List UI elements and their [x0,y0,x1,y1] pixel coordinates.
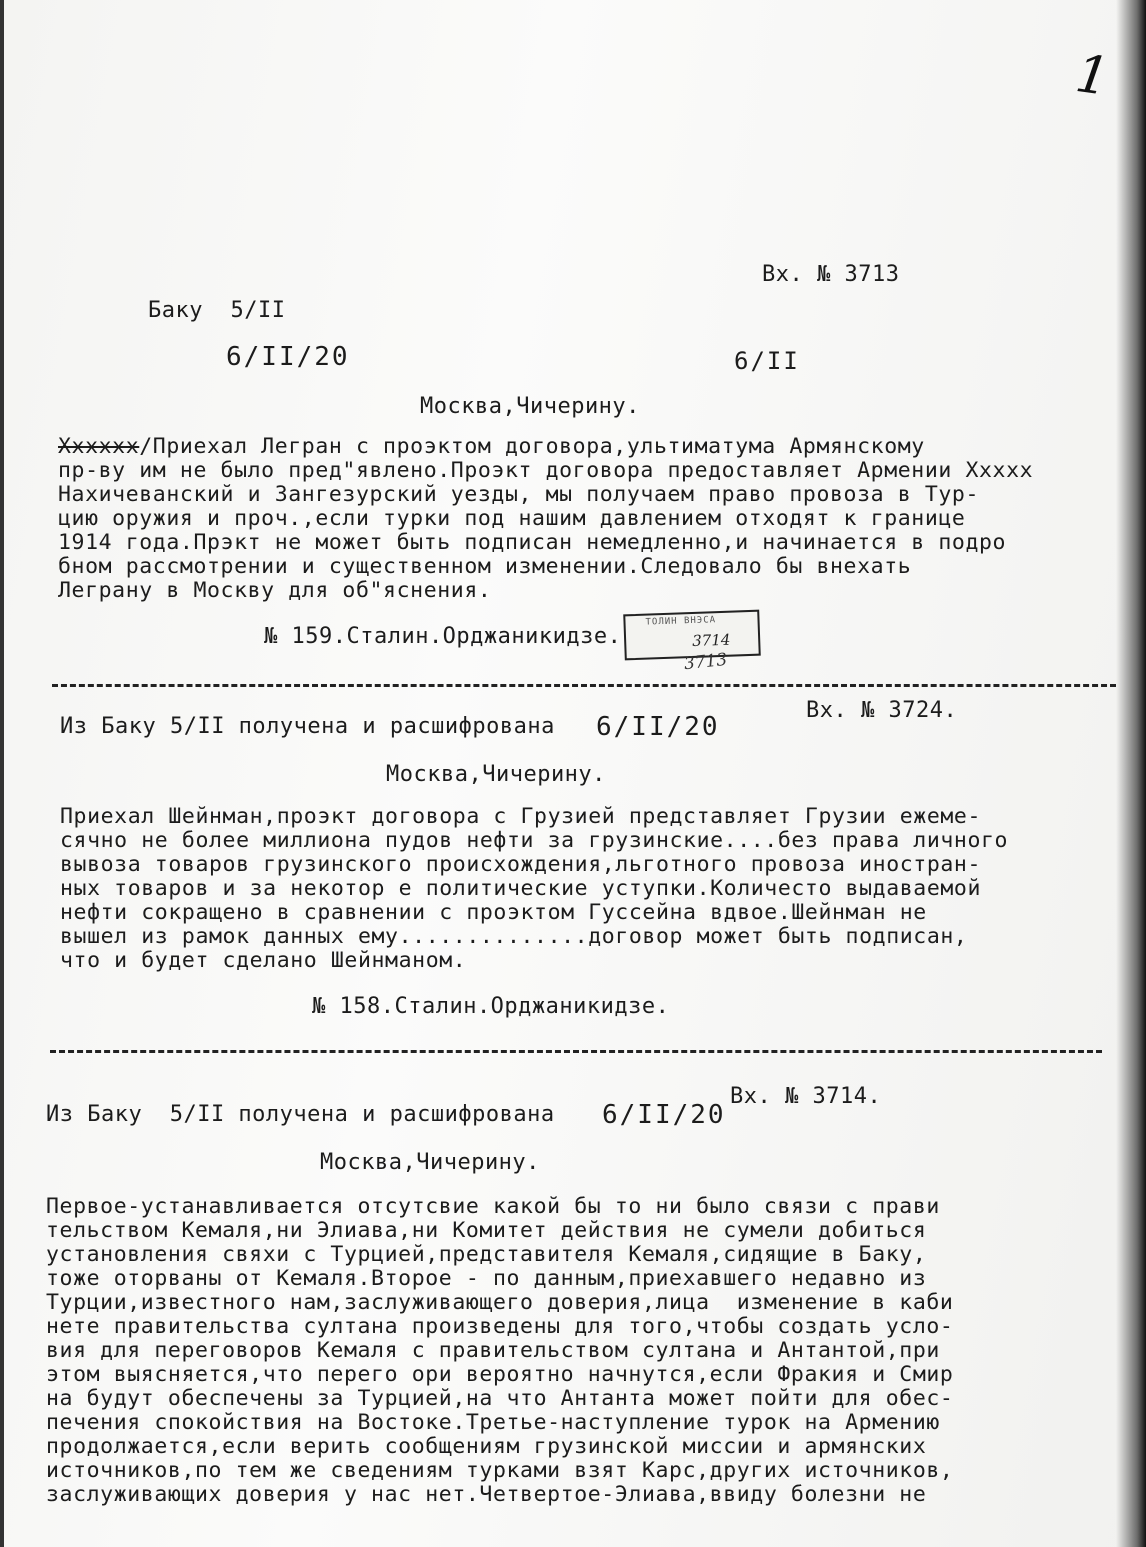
telegram-line-2-1: Приехал Шейнман,проэкт договора с Грузией представляет Грузии ежеме- [60,804,981,829]
telegram-line-3-13: заслуживающих доверия у нас нет.Четвертое-Элиава,ввиду болезни не [46,1482,927,1507]
telegram-line-3-11: продолжается,если верить сообщениям грузинской миссии и армянских [46,1434,927,1459]
telegram-line-2-4: ных товаров и за некотор е политические уступки.Количесто выдаваемой [60,876,981,901]
telegram-line-1-5: 1914 года.Прэкт не может быть подписан немедленно,и начинается в подро [58,530,1007,555]
scan-edge-right [1116,0,1146,1547]
telegram-line-2-7: что и будет сделано Шейнманом. [60,948,467,973]
telegram-line-3-3: установления свяхи с Турцией,представителя Кемаля,сидящие в Баку, [46,1242,927,1267]
origin-line-3: Из Баку 5/II получена и расшифрована [46,1102,555,1127]
telegram-line-1-6: бном рассмотрении и существенном изменении.Следовало бы внехать [58,554,912,579]
telegram-line-3-6: нете правительства султана произведены для того,чтобы создать усло- [46,1314,954,1339]
incoming-ref-3: Вх. № 3714. [730,1084,882,1109]
addressee-1: Москва,Чичерину. [420,394,640,419]
telegram-line-3-10: печения спокойствия на Востоке.Третье-наступление турок на Армению [46,1410,940,1435]
telegram-line-1-1: Хххххх/Приехал Легран с проэктом договора,ультиматума Армянскому [58,434,925,459]
telegram-line-3-2: тельством Кемаля,ни Элиава,ни Комитет действия не сумели добиться [46,1218,927,1243]
telegram-line-3-8: этом выясняется,что перего ори вероятно начнутся,если Фракия и Смир [46,1362,954,1387]
origin-1: Баку 5/II [148,298,286,323]
telegram-line-2-6: вышел из рамок данных ему..............договор может быть подписан, [60,924,968,949]
addressee-2: Москва,Чичерину. [386,762,606,787]
telegram-line-2-2: сячно не более миллиона пудов нефти за грузинские....без права личного [60,828,1009,853]
addressee-3: Москва,Чичерину. [320,1150,540,1175]
incoming-ref-2: Вх. № 3724. [806,698,958,723]
date-1: 6/II/20 [226,342,350,372]
archive-stamp: ТОЛИН ВНЭСА 3714 [623,610,761,661]
telegram-line-3-7: вия для переговоров Кемаля с правительством султана и Антантой,при [46,1338,940,1363]
separator-2 [50,1050,1102,1053]
telegram-line-2-3: вывоза товаров грузинского происхождения,льготного провоза иностран- [60,852,981,877]
telegram-line-3-5: Турции,известного нам,заслуживающего доверия,лица изменение в каби [46,1290,954,1315]
struck-text: Хххххх [58,434,140,459]
origin-line-2: Из Баку 5/II получена и расшифрована [60,714,555,739]
telegram-line-3-1: Первое-устанавливается отсутсвие какой бы то ни было связи с прави [46,1194,940,1219]
scan-edge-left [0,0,4,1547]
telegram-line-1-3: Нахичеванский и Зангезурский уезды, мы получаем право провоза в Тур- [58,482,979,507]
date-2: 6/II/20 [596,712,720,742]
telegram-line-2-5: нефти сокращено в сравнении с проэктом Гуссейна вдвое.Шейнман не [60,900,927,925]
separator-1 [52,684,1116,687]
signature-2: № 158.Сталин.Орджаникидзе. [312,994,670,1019]
telegram-line-1-4: цию оружия и проч.,если турки под нашим давлением отходят к границе [58,506,966,531]
telegram-line-3-4: тоже оторваны от Кемаля.Второе - по данным,приехавшего недавно из [46,1266,927,1291]
telegram-line-3-9: на будут обеспечены за Турцией,на что Антанта может пойти для обес- [46,1386,954,1411]
telegram-line-1-7: Леграну в Москву для об"яснения. [58,578,492,603]
page-number: 1 [1071,43,1114,109]
handwritten-number: 3713 [683,649,729,675]
date-received-1: 6/II [734,347,800,375]
telegram-line-1-2: пр-ву им не было пред"явлено.Проэкт договора предоставляет Армении Ххххх [58,458,1034,483]
date-3: 6/II/20 [602,1100,726,1130]
telegram-line-3-12: источников,по тем же сведениям турками взят Карс,других источников, [46,1458,954,1483]
incoming-ref-1: Вх. № 3713 [762,262,900,287]
signature-1: № 159.Сталин.Орджаникидзе. [264,624,622,649]
